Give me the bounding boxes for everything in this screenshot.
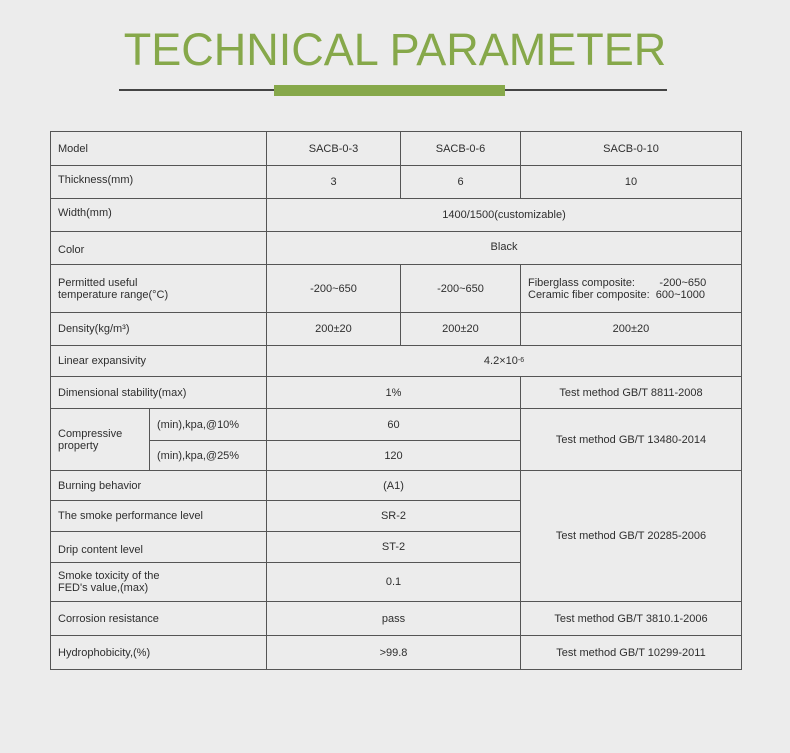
fire-test-method: Test method GB/T 20285-2006 [520,470,741,601]
burning-value: (A1) [266,470,520,500]
thickness-2: 6 [400,165,520,198]
compressive-sub1-label: (min),kpa,@10% [149,408,266,440]
model-1: SACB-0-3 [266,131,400,165]
linear-label: Linear expansivity [50,345,266,376]
temperature-1: -200~650 [266,264,400,312]
linear-value [266,345,741,376]
smoke-performance-value: SR-2 [266,500,520,531]
dimensional-label: Dimensional stability(max) [50,376,266,408]
color-label: Color [50,231,266,264]
compressive-sub2-label: (min),kpa,@25% [149,440,266,470]
thickness-label: Thickness(mm) [50,165,266,198]
width-value: 1400/1500(customizable) [266,198,741,231]
burning-label: Burning behavior [50,470,266,500]
linear-value-exp: -6 [517,357,525,364]
model-2: SACB-0-6 [400,131,520,165]
thickness-1: 3 [266,165,400,198]
density-label: Density(kg/m³) [50,312,266,345]
toxicity-label-line2: FED's value,(max) [58,582,149,594]
corrosion-method: Test method GB/T 3810.1-2006 [520,601,741,635]
smoke-performance-label: The smoke performance level [50,500,266,531]
drip-label: Drip content level [50,531,266,562]
temperature-3 [520,264,741,312]
corrosion-value: pass [266,601,520,635]
model-label: Model [50,131,266,165]
toxicity-label [50,562,266,601]
linear-value-base: 4.2×10 [483,355,518,367]
compressive-method: Test method GB/T 13480-2014 [520,408,741,470]
ceramic-range: Ceramic fiber composite: 600~1000 [528,288,706,301]
density-1: 200±20 [266,312,400,345]
hydrophobicity-value: >99.8 [266,635,520,669]
color-value: Black [266,231,741,264]
hydrophobicity-method: Test method GB/T 10299-2011 [520,635,741,669]
compressive-label [50,408,149,470]
dimensional-value: 1% [266,376,520,408]
temperature-label-line2: temperature range(°C) [58,288,169,301]
density-3: 200±20 [520,312,741,345]
page-title: TECHNICAL PARAMETER [123,24,667,75]
width-label: Width(mm) [50,198,266,231]
compressive-sub1-value: 60 [266,408,520,440]
hydrophobicity-label: Hydrophobicity,(%) [50,635,266,669]
fiberglass-range: Fiberglass composite: -200~650 [528,276,707,289]
density-2: 200±20 [400,312,520,345]
parameter-table [50,131,742,670]
temperature-label [50,264,266,312]
dimensional-method: Test method GB/T 8811-2008 [520,376,741,408]
model-3: SACB-0-10 [520,131,741,165]
toxicity-label-line1: Smoke toxicity of the [58,570,160,582]
temperature-2: -200~650 [400,264,520,312]
drip-value: ST-2 [266,531,520,562]
temperature-label-line1: Permitted useful [58,276,138,289]
toxicity-value: 0.1 [266,562,520,601]
corrosion-label: Corrosion resistance [50,601,266,635]
compressive-label-line1: Compressive [58,427,123,440]
thickness-3: 10 [520,165,741,198]
title-accent-bar [274,85,505,96]
compressive-label-line2: property [58,439,99,452]
compressive-sub2-value: 120 [266,440,520,470]
